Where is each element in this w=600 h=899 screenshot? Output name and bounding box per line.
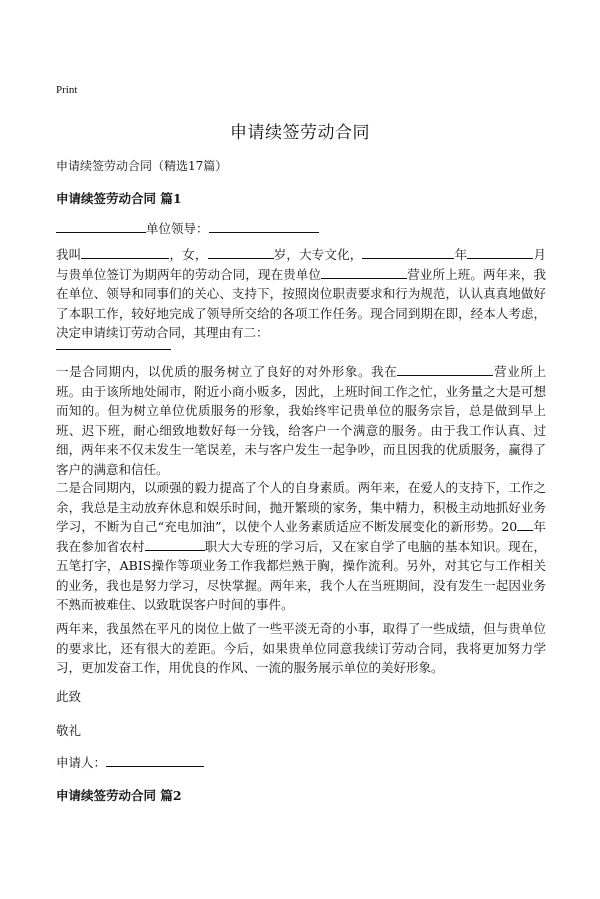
intro-text-5: 月与贵单位签订为期两年的劳动合同，现在贵单位 [56,247,546,282]
reason-one-text-2: 营业所上班。由于该所地处闹市，附近小商小贩多，因此，上班时间工作之忙，业务量之大是可想而知的。但为树立单位优质服务的形象，我始终牢记贵单位的服务宗旨，总是做到早上班、迟下班，耐心细致地数好每一分钱，给客户一个满意的服务。由于我工作认真、过细，两年来不仅未发生一笔误差，未与客户发生一起争吵，而且因我的优质服务，赢得了客户的满意和信任。 [56,364,546,477]
reason-one-paragraph [56,362,546,479]
print-label[interactable]: Print [56,84,78,96]
reason-two-text-3: 职大大专班的学习后，又在家自学了电脑的基本知识。现在，五笔打字，ABIS操作等项业务工作我都烂熟于胸，操作流利。另外，对其它与工作相关的业务，我也是努力学习，尽快掌握。两年来，我个人在当班期间，没有发生一起因业务不熟而被难住、以致耽误客户时间的事件。 [56,538,546,612]
intro-text-1: 我叫 [56,247,82,262]
blank-leader-name [209,220,319,233]
reason-two-text-2: 年我在参加省农村 [56,519,546,554]
applicant-label: 申请人： [56,755,107,770]
intro-text-6: 营业所上班。两年来，我在单位、领导和同事们的关心、支持下，按照岗位职责要求和行为规范，认认真真地做好了本职工作，较好地完成了领导所交给的各项工作任务。现合同到期在即，经本人考虑，决定申请续订劳动合同，其理由有二： [56,266,546,340]
addressee-label: 单位领导： [146,221,209,236]
blank-unit-name [56,220,146,233]
blank-branch [321,266,407,279]
reason-two-paragraph [56,478,546,615]
document-subtitle: 申请续签劳动合同（精选17篇） [56,159,228,173]
blank-branch-2 [397,363,493,376]
blank-month [467,246,533,259]
blank-year-2 [517,518,533,531]
intro-text-4: 年 [454,247,468,262]
jing-li: 敬礼 [56,723,82,738]
document-title: 申请续签劳动合同 [230,123,370,143]
closing-paragraph: 两年来，我虽然在平凡的岗位上做了一些平淡无奇的小事，取得了一些成绩，但与贵单位的要求比，还有很大的差距。今后，如果贵单位同意我续订劳动合同，我将更加努力学习，更加发奋工作，用优良的作风、一流的服务展示单位的美好形象。 [56,621,546,675]
blank-age [208,246,274,259]
blank-applicant-name [106,754,204,767]
ci-zhi: 此致 [56,689,82,704]
reason-two-text-1: 二是合同期内，以顽强的毅力提高了个人的自身素质。两年来，在爱人的支持下，工作之余，我总是主动放弃休息和娱乐时间，抛开繁琐的家务，集中精力，积极主动地抓好业务学习，不断为自己“充电加油”，以使个人业务素质适应不断发展变化的新形势。20 [56,480,546,534]
intro-paragraph [56,245,546,343]
applicant-line [56,753,204,771]
blank-program [145,538,205,551]
divider-line [56,349,171,350]
blank-year [362,246,454,259]
section-2-heading: 申请续签劳动合同 篇2 [56,788,182,803]
intro-text-3: 岁，大专文化， [273,247,363,262]
blank-name [81,246,169,259]
addressee-line [56,219,319,237]
intro-text-2: ，女， [169,247,208,262]
section-1-heading: 申请续签劳动合同 篇1 [56,191,182,206]
reason-one-text-1: 一是合同期内，以优质的服务树立了良好的对外形象。我在 [56,364,398,379]
